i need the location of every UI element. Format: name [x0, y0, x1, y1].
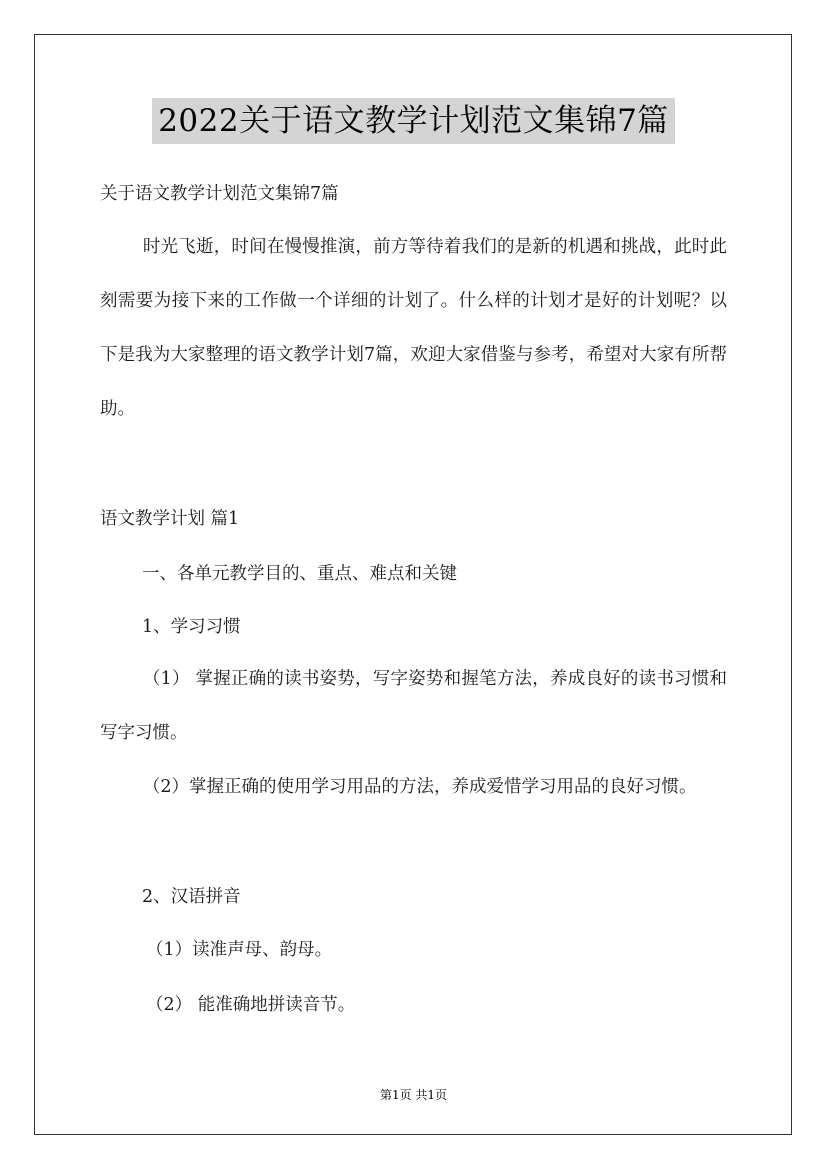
list-item: （1）读准声母、韵母。 [146, 940, 333, 960]
list-item: 2、汉语拼音 [142, 887, 241, 907]
intro-paragraph: 时光飞逝，时间在慢慢推演，前方等待着我们的是新的机遇和挑战，此时此刻需要为接下来的工作做一个详细的计划了。什么样的计划才是好的计划呢？以下是我为大家整理的语文教学计划7篇，欢迎大家借鉴与参考，希望对大家有所帮助。 [100, 237, 727, 419]
list-item: 1、学习习惯 [142, 617, 241, 637]
list-item: （1） 掌握正确的读书姿势，写字姿势和握笔方法，养成良好的读书习惯和写字习惯。 [100, 669, 727, 743]
list-item: 一、各单元教学目的、重点、难点和关键 [142, 564, 457, 584]
page-footer: 第1页 共1页 [379, 1088, 448, 1102]
document-subtitle: 关于语文教学计划范文集锦7篇 [100, 184, 339, 204]
section-heading: 语文教学计划 篇1 [100, 509, 240, 529]
list-item: （2） 能准确地拼读音节。 [146, 995, 356, 1015]
list-item: （2）掌握正确的使用学习用品的方法，养成爱惜学习用品的良好习惯。 [142, 777, 697, 797]
document-title: 2022关于语文教学计划范文集锦7篇 [152, 98, 675, 144]
title-container [0, 98, 827, 144]
